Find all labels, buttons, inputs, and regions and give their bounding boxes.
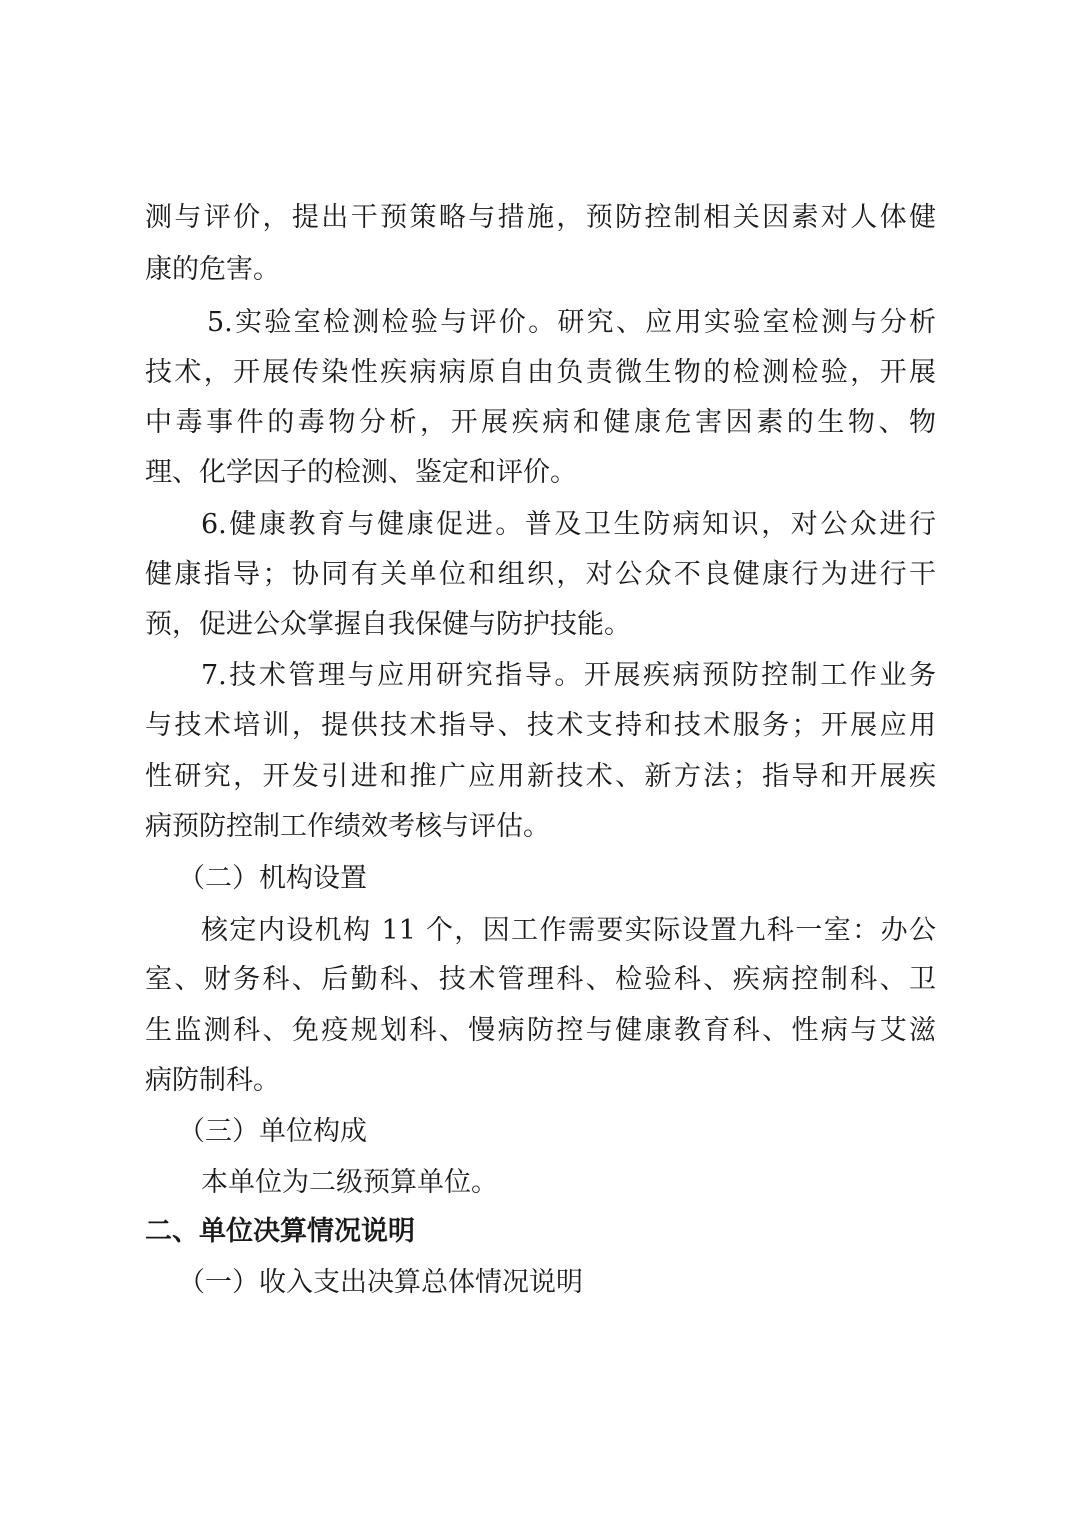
- paragraph-line: 性研究，开发引进和推广应用新技术、新方法；指导和开展疾: [145, 761, 936, 792]
- paragraph-line: 7.技术管理与应用研究指导。开展疾病预防控制工作业务: [201, 660, 936, 691]
- paragraph-line: 中毒事件的毒物分析，开展疾病和健康危害因素的生物、物: [145, 407, 936, 438]
- chapter-heading: 二、单位决算情况说明: [145, 1216, 415, 1247]
- section-heading: （一）收入支出决算总体情况说明: [178, 1267, 583, 1298]
- paragraph-line: 理、化学因子的检测、鉴定和评价。: [145, 457, 577, 488]
- section-heading: （二）机构设置: [178, 863, 367, 894]
- paragraph-line: 与技术培训，提供技术指导、技术支持和技术服务；开展应用: [145, 710, 936, 741]
- paragraph-line: 技术，开展传染性疾病病原自由负责微生物的检测检验，开展: [145, 357, 936, 388]
- paragraph-line: 健康指导；协同有关单位和组织，对公众不良健康行为进行干: [145, 559, 936, 590]
- paragraph-line: 病防制科。: [145, 1065, 280, 1096]
- section-heading: （三）单位构成: [178, 1116, 367, 1147]
- paragraph-line: 病预防控制工作绩效考核与评估。: [145, 811, 550, 842]
- paragraph-line: 核定内设机构 11 个，因工作需要实际设置九科一室：办公: [201, 915, 936, 946]
- paragraph-line: 生监测科、免疫规划科、慢病防控与健康教育科、性病与艾滋: [145, 1015, 936, 1046]
- paragraph-line: 室、财务科、后勤科、技术管理科、检验科、疾病控制科、卫: [145, 964, 936, 995]
- paragraph-line: 6.健康教育与健康促进。普及卫生防病知识，对公众进行: [201, 509, 936, 540]
- paragraph-line: 康的危害。: [145, 254, 280, 285]
- paragraph-line: 预，促进公众掌握自我保健与防护技能。: [145, 609, 631, 640]
- paragraph-line: 测与评价，提出干预策略与措施，预防控制相关因素对人体健: [145, 202, 936, 233]
- paragraph-line: 5.实验室检测检验与评价。研究、应用实验室检测与分析: [207, 307, 936, 338]
- paragraph-line: 本单位为二级预算单位。: [201, 1167, 498, 1198]
